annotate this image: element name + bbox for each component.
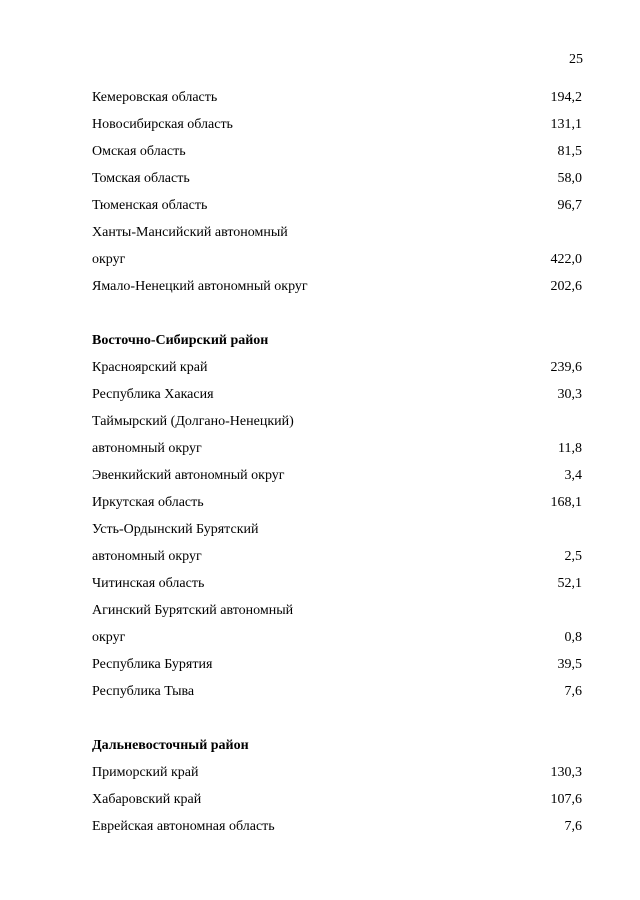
- list-item: [92, 381, 582, 408]
- regions-list: [92, 84, 582, 840]
- region-name: Омская область: [92, 144, 186, 159]
- section-heading: Дальневосточный район: [92, 738, 249, 753]
- list-item: [92, 597, 582, 624]
- list-item: [92, 489, 582, 516]
- region-name: Ямало-Ненецкий автономный округ: [92, 279, 308, 294]
- list-item: [92, 273, 582, 300]
- list-item: [92, 354, 582, 381]
- list-item: [92, 219, 582, 246]
- list-item: [92, 786, 582, 813]
- section-gap: [92, 300, 582, 327]
- region-value: 52,1: [557, 576, 582, 591]
- region-value: 422,0: [550, 252, 582, 267]
- region-name: округ: [92, 252, 126, 267]
- list-item: [92, 651, 582, 678]
- region-name: Еврейская автономная область: [92, 819, 275, 834]
- region-name: автономный округ: [92, 441, 202, 456]
- list-item: [92, 570, 582, 597]
- region-value: 168,1: [550, 495, 582, 510]
- region-value: 0,8: [564, 630, 582, 645]
- section-heading: Восточно-Сибирский район: [92, 333, 269, 348]
- region-name: Иркутская область: [92, 495, 204, 510]
- list-item: [92, 435, 582, 462]
- list-item: [92, 678, 582, 705]
- region-name: Красноярский край: [92, 360, 208, 375]
- region-name: Республика Хакасия: [92, 387, 214, 402]
- region-value: 30,3: [557, 387, 582, 402]
- region-value: 81,5: [557, 144, 582, 159]
- region-name: автономный округ: [92, 549, 202, 564]
- region-name: Новосибирская область: [92, 117, 233, 132]
- region-value: 7,6: [564, 684, 582, 699]
- region-name: Читинская область: [92, 576, 205, 591]
- region-value: 2,5: [564, 549, 582, 564]
- region-name: Агинский Бурятский автономный: [92, 603, 294, 618]
- list-item: [92, 462, 582, 489]
- region-name: Приморский край: [92, 765, 199, 780]
- region-name: округ: [92, 630, 126, 645]
- section-gap: [92, 705, 582, 732]
- region-value: 239,6: [550, 360, 582, 375]
- list-item: [92, 624, 582, 651]
- region-name: Кемеровская область: [92, 90, 218, 105]
- list-item: [92, 246, 582, 273]
- list-item: [92, 408, 582, 435]
- region-value: 3,4: [564, 468, 582, 483]
- region-value: 107,6: [550, 792, 582, 807]
- page-number: 25: [569, 52, 583, 67]
- region-name: Таймырский (Долгано-Ненецкий): [92, 414, 294, 429]
- region-name: Республика Бурятия: [92, 657, 213, 672]
- region-value: 202,6: [550, 279, 582, 294]
- list-item: [92, 165, 582, 192]
- region-value: 58,0: [557, 171, 582, 186]
- region-value: 96,7: [557, 198, 582, 213]
- list-item: [92, 138, 582, 165]
- region-name: Хабаровский край: [92, 792, 202, 807]
- region-name: Томская область: [92, 171, 190, 186]
- list-item: [92, 84, 582, 111]
- region-value: 7,6: [564, 819, 582, 834]
- list-item: [92, 111, 582, 138]
- region-value: 39,5: [557, 657, 582, 672]
- region-name: Ханты-Мансийский автономный: [92, 225, 288, 240]
- list-item: [92, 543, 582, 570]
- region-name: Усть-Ордынский Бурятский: [92, 522, 259, 537]
- region-name: Тюменская область: [92, 198, 208, 213]
- region-value: 11,8: [558, 441, 582, 456]
- region-value: 194,2: [550, 90, 582, 105]
- region-name: Республика Тыва: [92, 684, 195, 699]
- list-item: [92, 813, 582, 840]
- region-name: Эвенкийский автономный округ: [92, 468, 285, 483]
- region-value: 131,1: [550, 117, 582, 132]
- list-item: [92, 192, 582, 219]
- list-item: [92, 516, 582, 543]
- region-value: 130,3: [550, 765, 582, 780]
- list-item: [92, 759, 582, 786]
